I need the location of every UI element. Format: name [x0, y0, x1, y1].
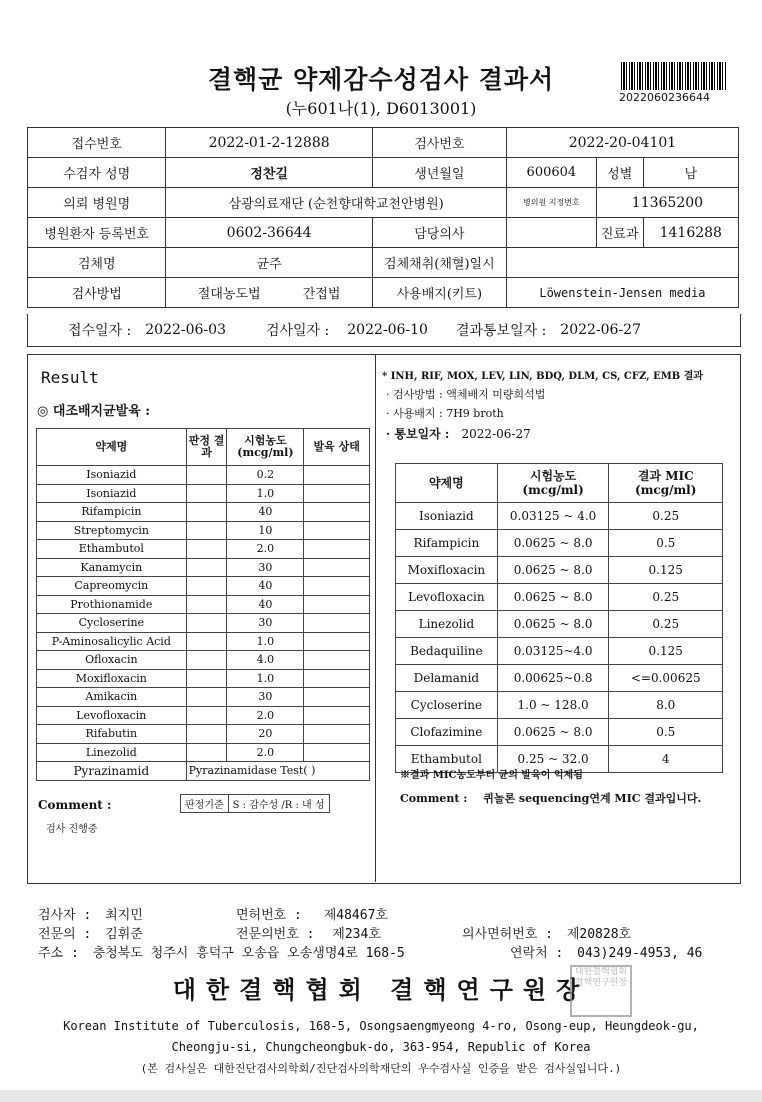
recv-date: 2022-06-03: [145, 322, 226, 338]
patient-name: 정찬길: [166, 158, 372, 188]
chart-no-label: 병원환자 등록번호: [28, 218, 166, 248]
test-conc: 30: [227, 558, 304, 577]
test-conc: 40: [227, 503, 304, 522]
mic-test-conc: 0.25 ~ 32.0: [497, 746, 609, 773]
results-divider: [375, 354, 376, 882]
drug-name: Amikacin: [37, 688, 187, 707]
left-comment-label: Comment :: [38, 798, 112, 812]
table-row: [396, 503, 723, 530]
table-row: [37, 558, 370, 577]
mic-result: 0.5: [609, 530, 723, 557]
mic-drug-name: Linezolid: [396, 611, 498, 638]
growth-status: [304, 743, 370, 762]
mic-result: 0.25: [609, 584, 723, 611]
table-row: [37, 669, 370, 688]
judge-result: [186, 688, 227, 707]
table-row: [37, 725, 370, 744]
license-row: [236, 904, 388, 923]
contact-row: [510, 942, 702, 961]
judge-result: [186, 558, 227, 577]
growth-status: [304, 706, 370, 725]
mic-col-conc: 시험농도 (mcg/ml): [497, 464, 609, 503]
growth-status: [304, 540, 370, 559]
mic-drug-name: Delamanid: [396, 665, 498, 692]
judge-result: [186, 503, 227, 522]
mic-drug-name: Cycloserine: [396, 692, 498, 719]
spec-no: 제234호: [332, 927, 381, 942]
mic-test-conc: 0.0625 ~ 8.0: [497, 611, 609, 638]
test-conc: 1.0: [227, 484, 304, 503]
col-drug: 약제명: [37, 429, 187, 466]
mic-comment-text: 퀴놀론 sequencing연계 MIC 결과입니다.: [483, 792, 702, 805]
doc-license-no: 제20828호: [566, 927, 632, 942]
certification-note: (본 검사실은 대한진단검사의학회/진단검사의학재단의 우수검사실 인증을 받은 검사실입니다.): [140, 1062, 622, 1075]
mic-col-drug: 약제명: [396, 464, 498, 503]
contact-label: 연락처 :: [510, 946, 564, 961]
drug-name: Ethambutol: [37, 540, 187, 559]
growth-status: [304, 466, 370, 485]
mic-test-conc: 0.03125 ~ 4.0: [497, 503, 609, 530]
hospital-code-label: 병의원 지정번호: [506, 188, 596, 218]
mic-test-conc: 0.03125~4.0: [497, 638, 609, 665]
test-conc: 30: [227, 614, 304, 633]
doctor-label: 담당의사: [372, 218, 506, 248]
mic-test-conc: 0.0625 ~ 8.0: [497, 584, 609, 611]
test-conc: 30: [227, 688, 304, 707]
exam-label: 검사일자 :: [265, 323, 330, 339]
table-row: [37, 632, 370, 651]
test-conc: 4.0: [227, 651, 304, 670]
growth-status: [304, 725, 370, 744]
mic-drug-name: Bedaquiline: [396, 638, 498, 665]
judge-result: [186, 743, 227, 762]
col-conc: 시험농도 (mcg/ml): [227, 429, 304, 466]
mic-result: 0.25: [609, 503, 723, 530]
hospital-label: 의뢰 병원명: [28, 188, 166, 218]
sex-label: 성별: [596, 158, 643, 188]
mic-report-date: 2022-06-27: [461, 427, 531, 441]
dob: 600604: [506, 158, 596, 188]
chart-no: 0602-36644: [166, 218, 372, 248]
specimen-label: 검체명: [28, 248, 166, 278]
doc-license-row: [462, 923, 631, 942]
pza-drug: Pyrazinamid: [37, 762, 187, 781]
table-row: [396, 638, 723, 665]
mic-result: <=0.00625: [609, 665, 723, 692]
test-conc: 0.2: [227, 466, 304, 485]
col-judge: 판정 결과: [186, 429, 227, 466]
examiner-label: 검사자 :: [38, 908, 92, 923]
license-no: 제48467호: [323, 908, 388, 923]
table-row: [396, 611, 723, 638]
control-plate-label: ◎ 대조배지균발육 :: [37, 404, 151, 419]
table-row: [396, 692, 723, 719]
judge-result: [186, 632, 227, 651]
mic-test-conc: 0.0625 ~ 8.0: [497, 719, 609, 746]
judge-result: [186, 540, 227, 559]
table-row: [396, 557, 723, 584]
mic-test-conc: 1.0 ~ 128.0: [497, 692, 609, 719]
table-row: [37, 614, 370, 633]
document-subtitle: (누601나(1), D6013001): [285, 99, 477, 118]
table-row: [37, 466, 370, 485]
report-date: 2022-06-27: [560, 322, 641, 338]
dept-label: 진료과: [596, 218, 643, 248]
collect-date: [506, 248, 738, 278]
media: Löwenstein-Jensen media: [506, 278, 738, 308]
growth-status: [304, 577, 370, 596]
method-indirect: 간접법: [302, 287, 341, 302]
specialist-name: 김휘준: [105, 927, 143, 942]
contact: 043)249-4953, 46: [577, 946, 703, 961]
mic-table: [395, 463, 723, 773]
growth-status: [304, 614, 370, 633]
mic-drug-name: Moxifloxacin: [396, 557, 498, 584]
col-growth: 발육 상태: [304, 429, 370, 466]
test-conc: 10: [227, 521, 304, 540]
examiner-name: 최지민: [105, 908, 143, 923]
drug-name: Isoniazid: [37, 466, 187, 485]
table-row: [37, 688, 370, 707]
growth-status: [304, 521, 370, 540]
growth-status: [304, 484, 370, 503]
mic-col-result: 결과 MIC (mcg/ml): [609, 464, 723, 503]
date-row: [27, 314, 741, 347]
mic-drug-name: Ethambutol: [396, 746, 498, 773]
left-status: 검사 진행중: [46, 824, 98, 835]
criteria-label: 판정기준: [185, 800, 224, 811]
mic-test-conc: 0.0625 ~ 8.0: [497, 557, 609, 584]
drug-name: Cycloserine: [37, 614, 187, 633]
drug-name: Rifabutin: [37, 725, 187, 744]
mic-drug-name: Rifampicin: [396, 530, 498, 557]
sex: 남: [643, 158, 738, 188]
report-label: 결과통보일자 :: [455, 323, 547, 339]
media-label: 사용배지(키트): [372, 278, 506, 308]
judge-result: [186, 595, 227, 614]
reg-no: 2022-01-2-12888: [166, 128, 372, 158]
table-row: [37, 743, 370, 762]
test-no-label: 검사번호: [372, 128, 506, 158]
doctor-name: [506, 218, 596, 248]
address-row: [38, 942, 405, 961]
mic-report-label: · 통보일자 :: [386, 427, 450, 441]
method-values: [166, 278, 372, 308]
mic-comment: [400, 790, 701, 806]
table-row: [396, 719, 723, 746]
mic-drug-name: Isoniazid: [396, 503, 498, 530]
address: 충청북도 청주시 흥덕구 오송읍 오송생명4로 168-5: [92, 946, 405, 961]
english-address-line2: Cheongju-si, Chungcheongbuk-do, 363-954, Republic of Korea: [171, 1040, 591, 1054]
test-conc: 2.0: [227, 540, 304, 559]
table-row: [37, 706, 370, 725]
official-seal-icon: 대한결핵협회결핵연구원장: [570, 965, 632, 1017]
growth-status: [304, 503, 370, 522]
result-heading: Result: [41, 368, 99, 387]
organization-name: 대한결핵협회 결핵연구원장: [172, 975, 590, 1004]
hospital-code: 11365200: [596, 188, 738, 218]
specialist-row: [38, 923, 143, 942]
spec-no-label: 전문의번호 :: [236, 927, 315, 942]
table-row: [37, 484, 370, 503]
mic-result: 0.5: [609, 719, 723, 746]
drug-name: Moxifloxacin: [37, 669, 187, 688]
barcode-number: 2022060236644: [619, 91, 710, 104]
mic-result: 4: [609, 746, 723, 773]
exam-date: 2022-06-10: [347, 322, 428, 338]
growth-status: [304, 688, 370, 707]
drug-name: Prothionamide: [37, 595, 187, 614]
mic-method-line: · 검사방법 : 액체배지 미량희석법: [386, 388, 546, 401]
test-conc: 40: [227, 577, 304, 596]
judge-result: [186, 484, 227, 503]
drug-name: P-Aminosalicylic Acid: [37, 632, 187, 651]
test-conc: 40: [227, 595, 304, 614]
table-row: [37, 595, 370, 614]
judge-result: [186, 651, 227, 670]
table-row: [396, 584, 723, 611]
criteria-value: S : 감수성 /R : 내 성: [228, 795, 329, 812]
spec-no-row: [236, 923, 381, 942]
test-no: 2022-20-04101: [506, 128, 738, 158]
judge-result: [186, 577, 227, 596]
mic-test-conc: 0.00625~0.8: [497, 665, 609, 692]
mic-drug-name: Clofazimine: [396, 719, 498, 746]
judge-result: [186, 466, 227, 485]
mic-result: 0.25: [609, 611, 723, 638]
english-address-line1: Korean Institute of Tuberculosis, 168-5, Osongsaengmyeong 4-ro, Osong-eup, Heungdeok-gu,: [63, 1019, 699, 1033]
dept-value: 1416288: [643, 218, 738, 248]
examiner-row: [38, 904, 143, 923]
table-row: [37, 651, 370, 670]
mic-test-conc: 0.0625 ~ 8.0: [497, 530, 609, 557]
table-row: [396, 530, 723, 557]
table-row: [37, 577, 370, 596]
license-label: 면허번호 :: [236, 908, 302, 923]
patient-info-table: [27, 127, 739, 308]
mic-result: 0.125: [609, 557, 723, 584]
barcode-icon: [621, 62, 727, 90]
page-bottom-edge: [0, 1090, 762, 1102]
growth-status: [304, 558, 370, 577]
method-label: 검사방법: [28, 278, 166, 308]
judge-result: [186, 614, 227, 633]
mic-drugs-line: * INH, RIF, MOX, LEV, LIN, BDQ, DLM, CS, CFZ, EMB 결과: [382, 371, 704, 382]
drug-name: Levofloxacin: [37, 706, 187, 725]
mic-media-line: · 사용배지 : 7H9 broth: [386, 407, 504, 420]
mic-note: ※결과 MIC농도부터 균의 발육이 억제됨: [400, 770, 583, 781]
growth-status: [304, 632, 370, 651]
method-absolute: 절대농도법: [197, 287, 261, 302]
mic-drug-name: Levofloxacin: [396, 584, 498, 611]
dob-label: 생년월일: [372, 158, 506, 188]
judge-result: [186, 706, 227, 725]
judge-result: [186, 725, 227, 744]
mic-result: 0.125: [609, 638, 723, 665]
drug-name: Kanamycin: [37, 558, 187, 577]
test-conc: 20: [227, 725, 304, 744]
document-title: 결핵균 약제감수성검사 결과서: [207, 65, 555, 94]
recv-label: 접수일자 :: [68, 323, 132, 339]
table-row: [37, 540, 370, 559]
table-row: [37, 521, 370, 540]
mic-result: 8.0: [609, 692, 723, 719]
test-conc: 1.0: [227, 669, 304, 688]
drug-name: Streptomycin: [37, 521, 187, 540]
drug-name: Isoniazid: [37, 484, 187, 503]
drug-name: Ofloxacin: [37, 651, 187, 670]
reg-no-label: 접수번호: [28, 128, 166, 158]
judge-result: [186, 521, 227, 540]
pza-test: Pyrazinamidase Test( ): [186, 762, 369, 781]
test-conc: 2.0: [227, 706, 304, 725]
doc-license-label: 의사면허번호 :: [462, 927, 554, 942]
specialist-label: 전문의 :: [38, 927, 92, 942]
test-conc: 1.0: [227, 632, 304, 651]
absolute-concentration-table: [36, 428, 370, 781]
patient-label: 수검자 성명: [28, 158, 166, 188]
growth-status: [304, 651, 370, 670]
hospital-name: 삼광의료재단 (순천향대학교천안병원): [166, 188, 507, 218]
table-row: [396, 665, 723, 692]
drug-name: Rifampicin: [37, 503, 187, 522]
judge-result: [186, 669, 227, 688]
address-label: 주소 :: [38, 946, 79, 961]
mic-report-line: [386, 425, 531, 442]
collect-label: 검체채취(채혈)일시: [372, 248, 506, 278]
drug-name: Linezolid: [37, 743, 187, 762]
specimen: 균주: [166, 248, 372, 278]
test-conc: 2.0: [227, 743, 304, 762]
criteria-box: [180, 794, 330, 813]
growth-status: [304, 595, 370, 614]
mic-comment-label: Comment :: [400, 792, 468, 805]
table-row: [37, 503, 370, 522]
drug-name: Capreomycin: [37, 577, 187, 596]
growth-status: [304, 669, 370, 688]
